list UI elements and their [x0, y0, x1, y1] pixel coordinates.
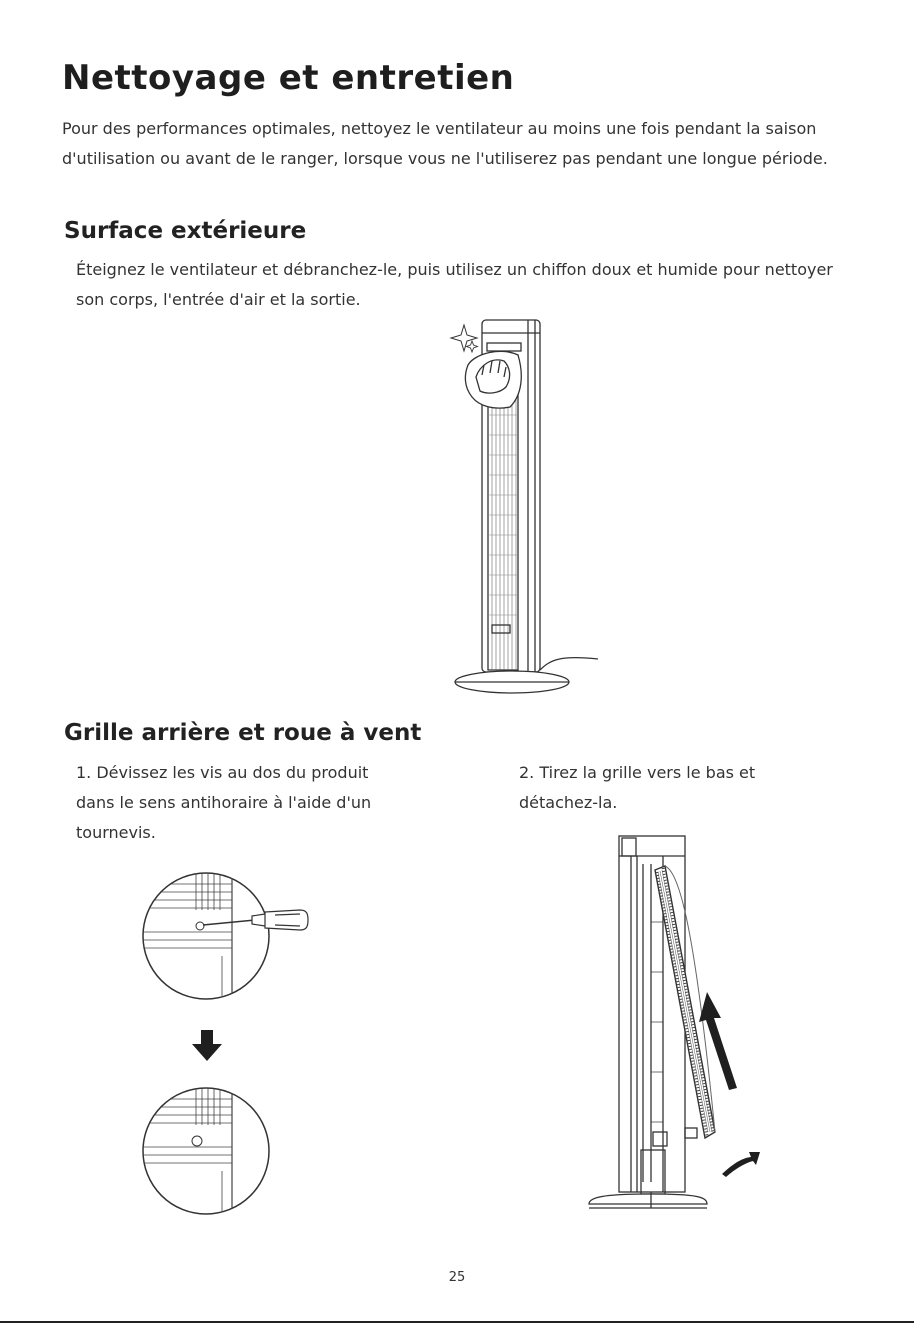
step2-text: 2. Tirez la grille vers le bas et détachez-la. — [519, 763, 756, 812]
grille-heading: Grille arrière et roue à vent — [64, 720, 422, 746]
intro-paragraph: Pour des performances optimales, nettoyez le ventilateur au moins une fois pendant la saison d'utilisation ou avant de le ranger, lorsque vous ne l'utiliserez pas pendant une longue période. — [62, 119, 828, 168]
tower-fan-cleaning-illustration — [440, 315, 610, 695]
sparkle-icon — [451, 325, 477, 351]
page-number: 25 — [448, 1270, 466, 1285]
screw-removed-detail-illustration — [140, 1085, 280, 1220]
surface-text: Éteignez le ventilateur et débranchez-le, puis utilisez un chiffon doux et humide pour nettoyer son corps, l'entrée d'air et la sortie. — [76, 260, 833, 309]
curved-arrow-icon — [722, 1152, 760, 1177]
bottom-rule — [0, 1321, 914, 1323]
screwdriver-detail-illustration — [140, 870, 320, 1005]
arrow-down-icon — [190, 1030, 224, 1062]
grille-removal-illustration — [585, 832, 775, 1222]
surface-heading: Surface extérieure — [64, 218, 307, 244]
sparkle-icon — [467, 341, 478, 352]
page-title: Nettoyage et entretien — [62, 58, 515, 98]
step1-text: 1. Dévissez les vis au dos du produit dans le sens antihoraire à l'aide d'un tournevis. — [76, 763, 372, 842]
